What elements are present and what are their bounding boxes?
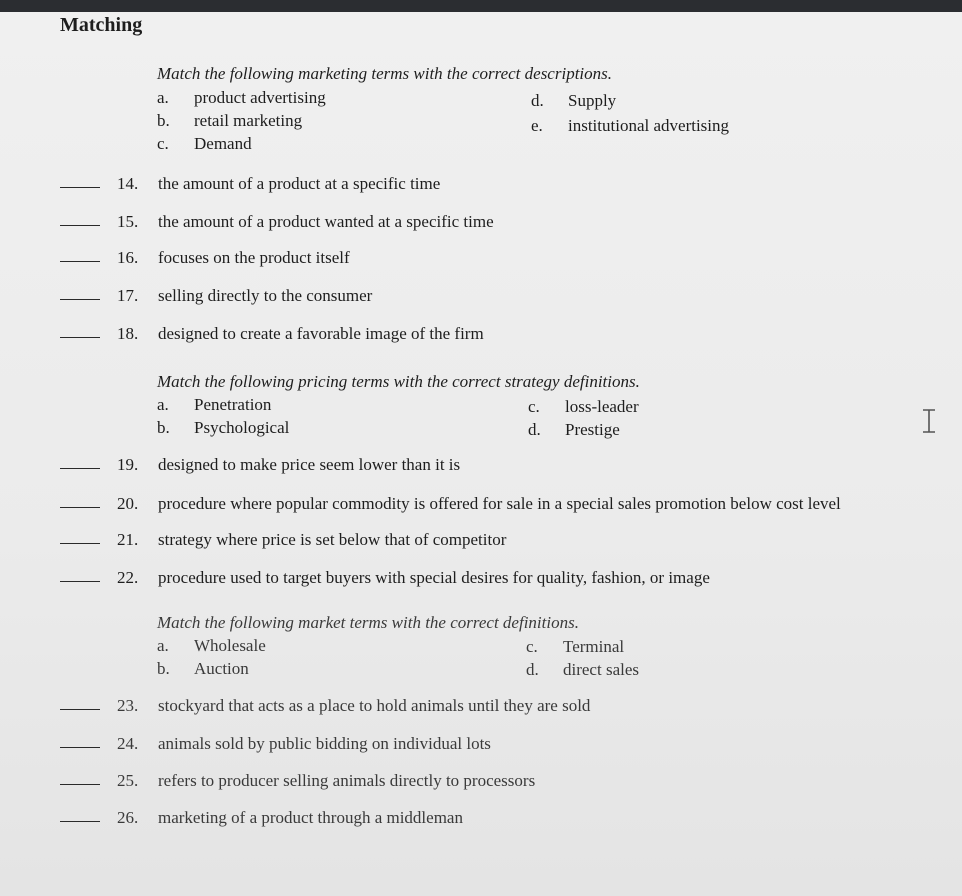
page-title: Matching (60, 14, 143, 36)
option-b: b. Auction (157, 659, 249, 678)
answer-blank[interactable] (60, 543, 100, 544)
option-d: d. direct sales (526, 660, 639, 679)
option-d: d. Supply (531, 91, 617, 110)
answer-blank[interactable] (60, 225, 100, 226)
answer-blank[interactable] (60, 507, 100, 508)
section-3-instructions: Match the following market terms with the correct definitions. (157, 613, 579, 632)
option-d: d. Prestige (528, 420, 620, 439)
option-b: b. Psychological (157, 418, 290, 437)
text-cursor-icon (920, 408, 938, 434)
section-1-instructions: Match the following marketing terms with the correct descriptions. (157, 64, 613, 83)
answer-blank[interactable] (60, 784, 100, 785)
answer-blank[interactable] (60, 261, 100, 262)
answer-blank[interactable] (60, 299, 100, 300)
option-b: b. retail marketing (157, 111, 303, 130)
answer-blank[interactable] (60, 187, 100, 188)
answer-blank[interactable] (60, 709, 100, 710)
option-a: a. Penetration (157, 395, 272, 414)
section-2-instructions: Match the following pricing terms with the correct strategy definitions. (157, 372, 640, 391)
option-e: e. institutional advertising (531, 116, 730, 135)
answer-blank[interactable] (60, 581, 100, 582)
answer-blank[interactable] (60, 747, 100, 748)
answer-blank[interactable] (60, 468, 100, 469)
option-c: c. loss-leader (528, 397, 639, 416)
option-a: a. product advertising (157, 88, 326, 107)
window-top-bar (0, 0, 962, 12)
option-a: a. Wholesale (157, 636, 266, 655)
option-c: c. Demand (157, 134, 252, 153)
answer-blank[interactable] (60, 821, 100, 822)
option-c: c. Terminal (526, 637, 625, 656)
answer-blank[interactable] (60, 337, 100, 338)
